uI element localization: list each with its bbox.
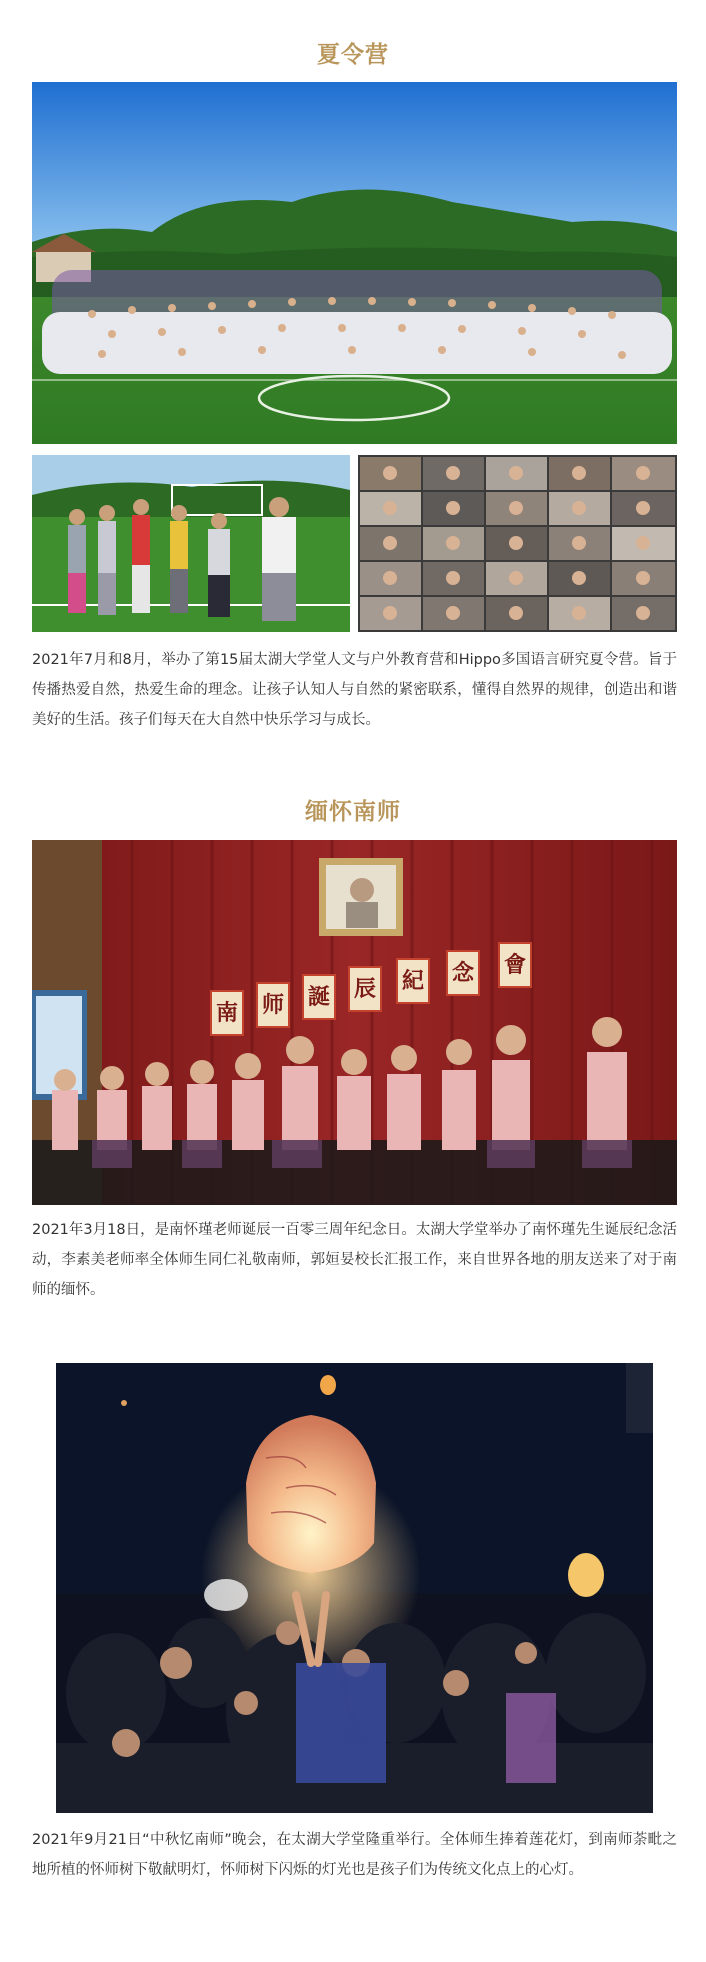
summer-camp-paragraph: 2021年7月和8月，举办了第15届太湖大学堂人文与户外教育营和Hippo多国语言研究夏令营。旨于传播热爱自然，热爱生命的理念。让孩子认知人与自然的紧密联系，懂得自然界的规律，创造出和谐美好的生活。孩子们每天在大自然中快乐学习与成长。 [32, 652, 677, 728]
commemoration-banner [210, 930, 550, 1060]
kids-field-image [32, 455, 350, 632]
banner-char: 念 [446, 950, 480, 996]
sky-lantern-night-image [56, 1363, 653, 1813]
banner-char: 辰 [348, 966, 382, 1012]
group-photo-image [32, 82, 677, 444]
banner-char: 南 [210, 990, 244, 1036]
banner-char: 紀 [396, 958, 430, 1004]
commemorate-paragraph: 2021年3月18日，是南怀瑾老师诞辰一百零三周年纪念日。太湖大学堂举办了南怀瑾先生诞辰纪念活动，李素美老师率全体师生同仁礼敬南师，郭姮妟校长汇报工作，来自世界各地的朋友送来了对于南师的缅怀。 [32, 1222, 677, 1298]
online-class-grid-image [358, 455, 677, 632]
mid-autumn-paragraph: 2021年9月21日“中秋忆南师”晚会，在太湖大学堂隆重举行。全体师生捧着莲花灯，到南师荼毗之地所植的怀师树下敬献明灯，怀师树下闪烁的灯光也是孩子们为传统文化点上的心灯。 [32, 1832, 677, 1878]
section-title-summer-camp: 夏令营 [317, 42, 389, 68]
section-title-commemorate: 缅怀南师 [305, 799, 401, 825]
banner-char: 誕 [302, 974, 336, 1020]
banner-char: 會 [498, 942, 532, 988]
banner-char: 师 [256, 982, 290, 1028]
